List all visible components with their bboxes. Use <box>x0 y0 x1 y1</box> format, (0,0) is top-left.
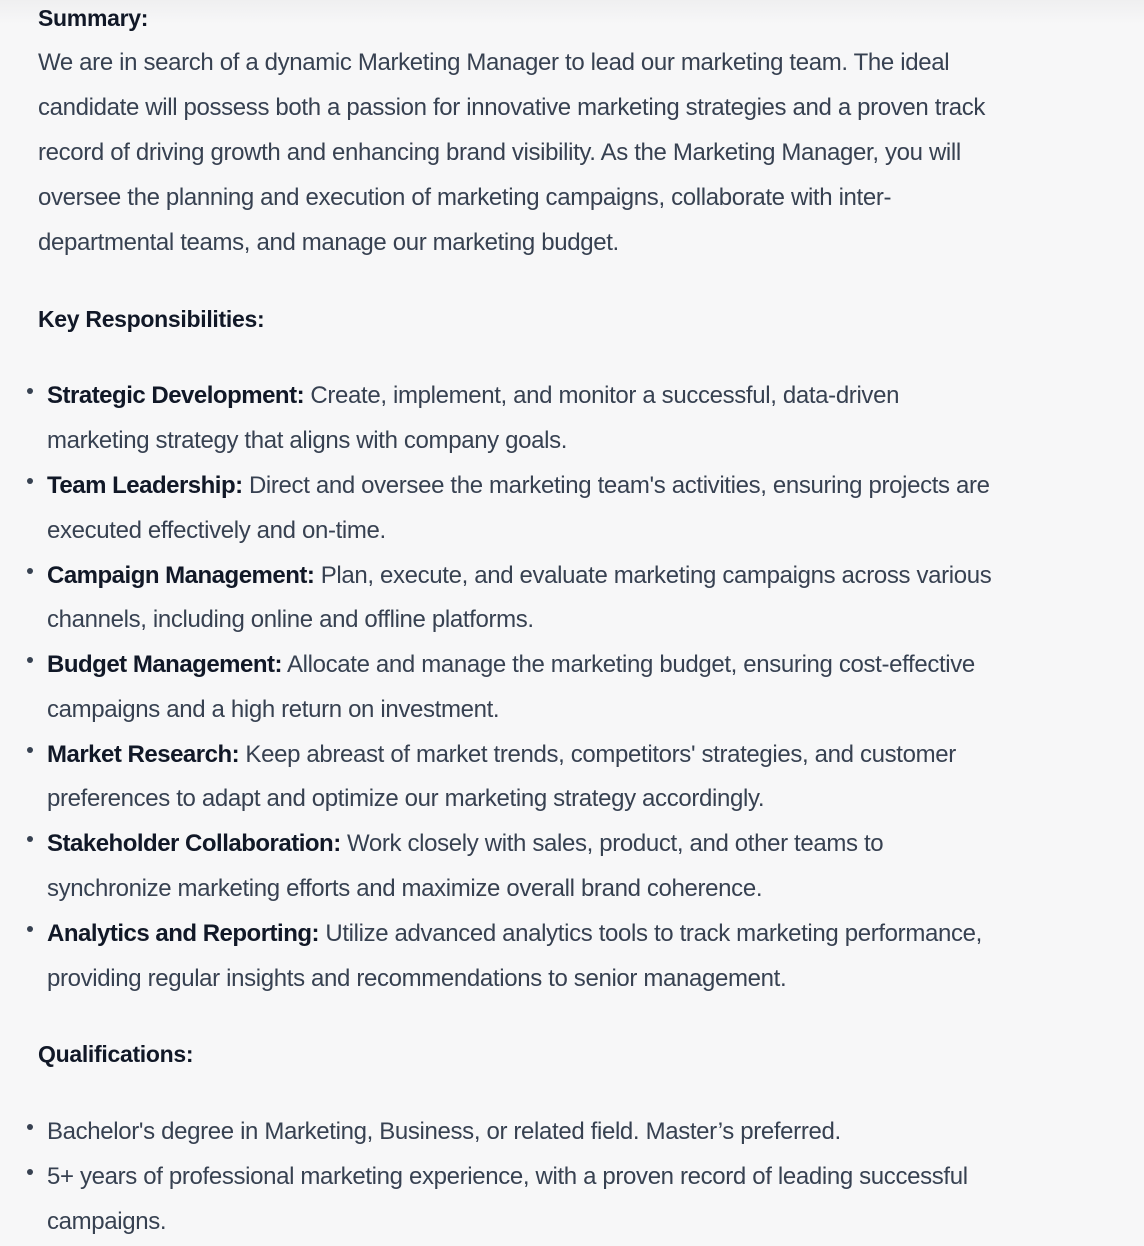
item-text: providing regular insights and recommendations to senior management. <box>47 965 787 992</box>
item-text: Create, implement, and monitor a successful, data-driven <box>304 382 900 409</box>
item-text: Work closely with sales, product, and other teams to <box>340 830 884 857</box>
bullet-icon <box>27 1124 33 1130</box>
item-text: executed effectively and on-time. <box>47 517 386 544</box>
bullet-icon <box>27 836 33 842</box>
qualifications-heading: Qualifications: <box>38 1041 194 1067</box>
item-text: Plan, execute, and evaluate marketing campaigns across various <box>314 562 992 589</box>
bullet-icon <box>27 657 33 663</box>
item-text: 5+ years of professional marketing experience, with a proven record of leading successful <box>47 1163 968 1190</box>
item-text: campaigns and a high return on investment. <box>47 696 500 723</box>
bullet-icon <box>27 478 33 484</box>
item-title: Market Research: <box>47 741 240 768</box>
summary-line: record of driving growth and enhancing brand visibility. As the Marketing Manager, you will <box>38 139 961 166</box>
bullet-icon <box>27 568 33 574</box>
item-text: channels, including online and offline platforms. <box>47 606 534 633</box>
item-title: Stakeholder Collaboration: <box>47 830 341 857</box>
item-text: Bachelor's degree in Marketing, Business, or related field. Master’s preferred. <box>47 1118 841 1145</box>
item-text: Allocate and manage the marketing budget, ensuring cost-effective <box>282 651 975 678</box>
item-title: Budget Management: <box>47 651 283 678</box>
summary-line: oversee the planning and execution of marketing campaigns, collaborate with inter- <box>38 184 892 211</box>
item-text: preferences to adapt and optimize our marketing strategy accordingly. <box>47 785 765 812</box>
item-text: campaigns. <box>47 1208 167 1235</box>
bullet-icon <box>27 388 33 394</box>
item-title: Strategic Development: <box>47 382 305 409</box>
item-text: marketing strategy that aligns with company goals. <box>47 427 568 454</box>
summary-line: We are in search of a dynamic Marketing Manager to lead our marketing team. The ideal <box>38 49 950 76</box>
item-title: Campaign Management: <box>47 562 315 589</box>
item-text: Utilize advanced analytics tools to track marketing performance, <box>319 920 982 947</box>
summary-heading: Summary: <box>38 5 149 31</box>
item-text: Keep abreast of market trends, competitors' strategies, and customer <box>239 741 956 768</box>
bullet-icon <box>27 926 33 932</box>
responsibilities-heading: Key Responsibilities: <box>38 306 265 332</box>
summary-line: candidate will possess both a passion for innovative marketing strategies and a proven track <box>38 94 986 121</box>
bullet-icon <box>27 1169 33 1175</box>
bullet-icon <box>27 747 33 753</box>
item-text: synchronize marketing efforts and maximize overall brand coherence. <box>47 875 763 902</box>
summary-line: departmental teams, and manage our marketing budget. <box>38 229 619 256</box>
item-title: Analytics and Reporting: <box>47 920 320 947</box>
item-title: Team Leadership: <box>47 472 243 499</box>
item-text: Direct and oversee the marketing team's activities, ensuring projects are <box>242 472 990 499</box>
